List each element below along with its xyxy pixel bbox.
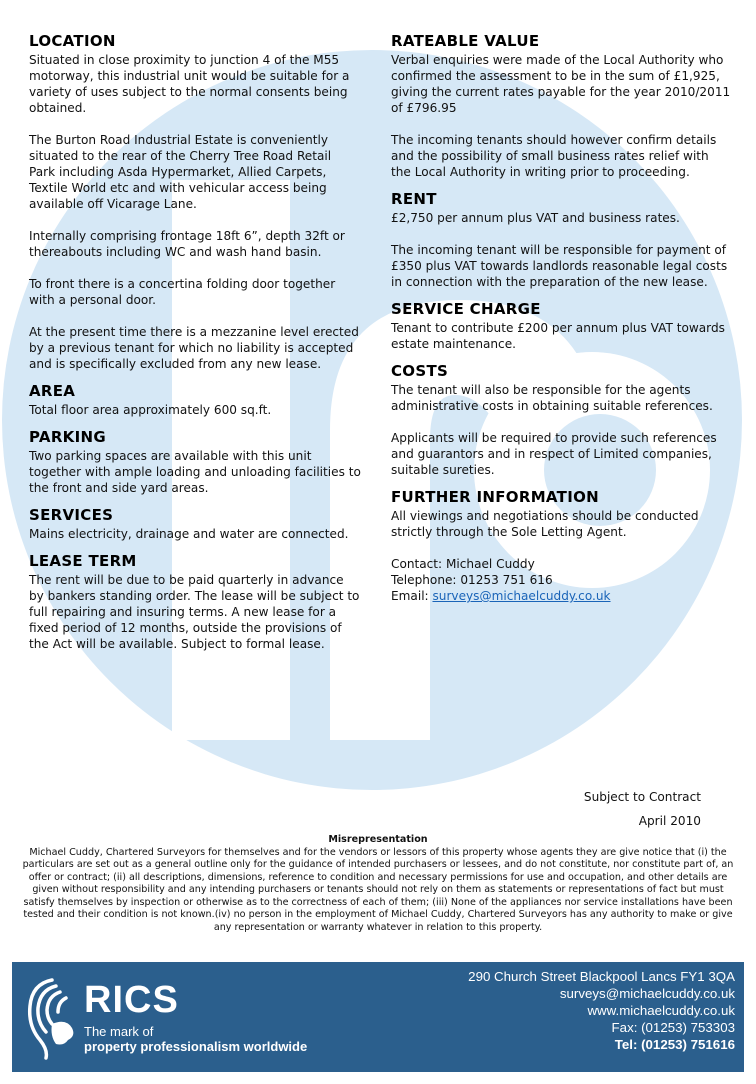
further-information-section: [391, 488, 731, 604]
rics-tagline-strong: property professionalism worldwide: [84, 1039, 308, 1054]
footer-email[interactable]: surveys@michaelcuddy.co.uk: [559, 986, 735, 1001]
service-charge-heading: SERVICE CHARGE: [391, 300, 541, 318]
subject-to-contract: Subject to Contract: [583, 790, 701, 804]
contact-telephone: Telephone: 01253 751 616: [391, 573, 553, 587]
footer-banner: [12, 962, 744, 1072]
rateable-value-paragraph: Verbal enquiries were made of the Local Authority who confirmed the assessment to be in the sum of £1,925, giving the current rates payable for the year 2010/2011 of £796.95: [391, 53, 731, 115]
rics-lion-icon: [22, 974, 80, 1060]
lease-term-text: The rent will be due to be paid quarterly in advance by bankers standing order. The lease will be subject to full repairing and insuring terms. A new lease for a fixed period of 12 months, outside the provisions of the Act will be available. Subject to formal lease.: [29, 573, 360, 651]
location-section: [29, 32, 361, 372]
rics-wordmark: RICS: [84, 979, 179, 1021]
misrepresentation-notice: [18, 834, 738, 934]
location-paragraph: The Burton Road Industrial Estate is conveniently situated to the rear of the Cherry Tree Road Retail Park including Asda Hypermarket, Allied Carpets, Textile World etc and with vehicular access being available off Vicarage Lane.: [29, 133, 332, 211]
parking-heading: PARKING: [29, 428, 106, 446]
location-paragraph: At the present time there is a mezzanine level erected by a previous tenant for which no liability is accepted and is specifically excluded from any new lease.: [29, 325, 359, 371]
parking-text: Two parking spaces are available with this unit together with ample loading and unloading facilities to the front and side yard areas.: [29, 449, 361, 495]
costs-paragraph: Applicants will be required to provide such references and guarantors and in respect of Limited companies, suitable sureties.: [391, 431, 717, 477]
services-section: [29, 506, 361, 542]
rics-brand: [84, 980, 307, 1054]
footer-address: 290 Church Street Blackpool Lancs FY1 3QA: [468, 969, 735, 984]
footer-contact: [468, 968, 735, 1053]
rateable-value-heading: RATEABLE VALUE: [391, 32, 540, 50]
email-link[interactable]: surveys@michaelcuddy.co.uk: [432, 589, 611, 603]
service-charge-section: [391, 300, 731, 352]
location-paragraph: Internally comprising frontage 18ft 6”, depth 32ft or thereabouts including WC and wash hand basin.: [29, 229, 345, 259]
document-date: April 2010: [638, 814, 701, 828]
rent-paragraph: £2,750 per annum plus VAT and business rates.: [391, 211, 680, 225]
area-text: Total floor area approximately 600 sq.ft.: [29, 403, 272, 417]
rent-heading: RENT: [391, 190, 437, 208]
further-information-heading: FURTHER INFORMATION: [391, 488, 599, 506]
misrepresentation-text: Michael Cuddy, Chartered Surveyors for themselves and for the vendors or lessors of this property whose agents they are give notice that (i) the particulars are set out as a general outline only for the guidance of intended purchasers or lessees, and do not constitute, nor constitute part of, an offer or contract; (ii) all descriptions, dimensions, reference to condition and necessary permissions for use and occupation, and other details are given without responsibility and any intending purchasers or tenants should not rely on them as statements or representations of fact but must satisfy themselves by inspection or otherwise as to the correctness of each of them; (iii) None of the appliances nor service installations have been tested and their condition is not known.(iv) no person in the employment of Michael Cuddy, Chartered Surveyors has any authority to make or give any representation or warranty whatever in relation to this property.: [22, 846, 734, 933]
further-information-text: All viewings and negotiations should be conducted strictly through the Sole Letting Agent.: [391, 509, 699, 539]
location-paragraph: To front there is a concertina folding door together with a personal door.: [29, 277, 336, 307]
services-heading: SERVICES: [29, 506, 114, 524]
lease-term-section: [29, 552, 361, 652]
rateable-value-section: [391, 32, 731, 180]
costs-heading: COSTS: [391, 362, 449, 380]
location-paragraph: Situated in close proximity to junction 4 of the M55 motorway, this industrial unit would be suitable for a variety of uses subject to the normal consents being obtained.: [29, 53, 350, 115]
area-heading: AREA: [29, 382, 76, 400]
parking-section: [29, 428, 361, 496]
rics-tagline: The mark of: [84, 1024, 154, 1039]
right-column: [391, 32, 731, 614]
left-column: [29, 32, 361, 662]
contact-email-line: [391, 588, 731, 604]
footer-website[interactable]: www.michaelcuddy.co.uk: [587, 1003, 735, 1018]
services-text: Mains electricity, drainage and water are connected.: [29, 527, 349, 541]
misrepresentation-title: Misrepresentation: [328, 834, 428, 845]
footer-fax: Fax: (01253) 753303: [611, 1020, 735, 1035]
rent-section: [391, 190, 731, 290]
area-section: [29, 382, 361, 418]
email-label: Email:: [391, 589, 433, 603]
rent-paragraph: The incoming tenant will be responsible for payment of £350 plus VAT towards landlords reasonable legal costs in connection with the preparation of the new lease.: [391, 243, 728, 289]
rateable-value-paragraph: The incoming tenants should however confirm details and the possibility of small business rates relief with the Local Authority in writing prior to proceeding.: [391, 133, 717, 179]
contact-name: Contact: Michael Cuddy: [391, 557, 535, 571]
footer-telephone: Tel: (01253) 751616: [614, 1037, 735, 1052]
service-charge-text: Tenant to contribute £200 per annum plus VAT towards estate maintenance.: [391, 321, 725, 351]
costs-section: [391, 362, 731, 478]
costs-paragraph: The tenant will also be responsible for the agents administrative costs in obtaining suitable references.: [391, 383, 713, 413]
location-heading: LOCATION: [29, 32, 116, 50]
lease-term-heading: LEASE TERM: [29, 552, 137, 570]
